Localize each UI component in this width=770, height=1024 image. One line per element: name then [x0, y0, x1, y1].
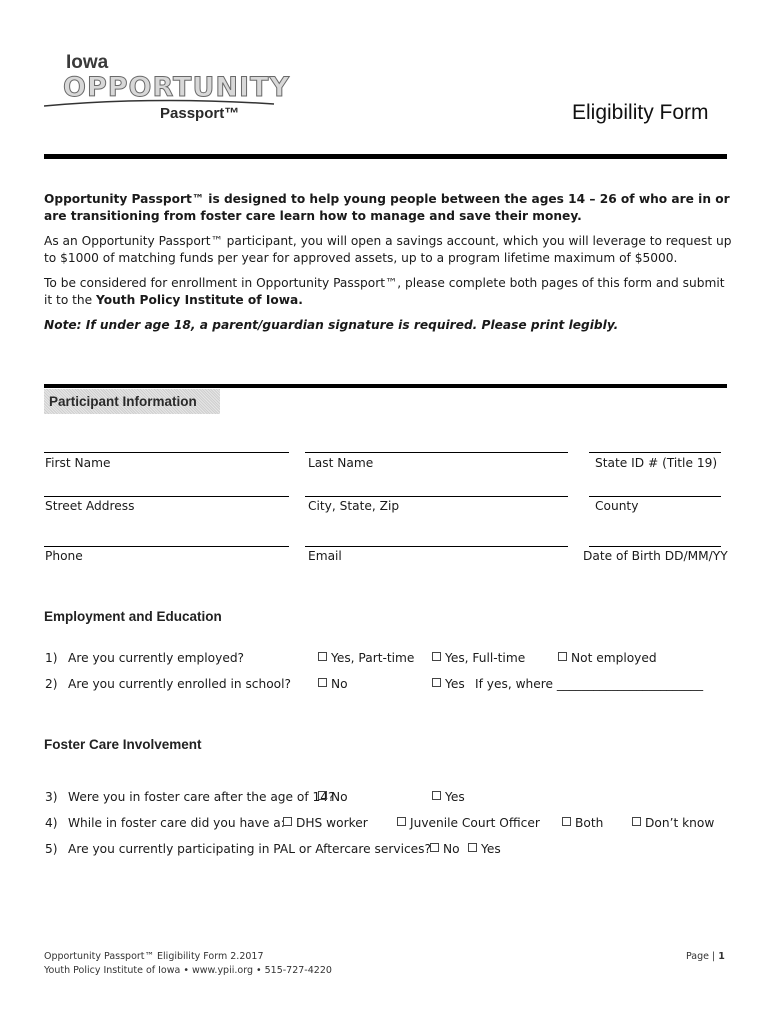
street-address-label: Street Address — [45, 499, 135, 513]
header-divider — [44, 154, 727, 159]
phone-label: Phone — [45, 549, 83, 563]
q3-no-label: No — [331, 790, 348, 804]
q4-dhs-worker-option[interactable] — [283, 816, 368, 830]
intro-paragraph-1: Opportunity Passport™ is designed to help young people between the ages 14 – 26 of who are in or are transitioning from foster care learn how to manage and save their money. — [44, 192, 730, 223]
county-field[interactable] — [589, 496, 721, 497]
q5-no-option[interactable] — [430, 842, 460, 856]
q2-yes-option[interactable] — [432, 677, 465, 691]
checkbox-icon[interactable] — [397, 817, 406, 826]
question-4-text: While in foster care did you have a: — [68, 816, 285, 830]
q5-no-label: No — [443, 842, 460, 856]
q5-yes-label: Yes — [481, 842, 501, 856]
q1-not-employed-label: Not employed — [571, 651, 657, 665]
question-1-number: 1) — [45, 651, 58, 665]
state-id-label: State ID # (Title 19) — [595, 456, 718, 470]
checkbox-icon[interactable] — [318, 678, 327, 687]
city-state-zip-label: City, State, Zip — [308, 499, 400, 513]
logo-opportunity-text: OPPORTUNITY — [63, 72, 291, 103]
question-4-number: 4) — [45, 816, 58, 830]
q2-yes-label: Yes — [445, 677, 465, 691]
checkbox-icon[interactable] — [432, 652, 441, 661]
logo-iowa-text: Iowa — [66, 52, 109, 73]
q1-not-employed-option[interactable] — [558, 651, 657, 665]
email-field[interactable] — [305, 546, 568, 547]
checkbox-icon[interactable] — [432, 678, 441, 687]
date-of-birth-label: Date of Birth DD/MM/YY — [583, 549, 728, 563]
foster-section-title: Foster Care Involvement — [44, 737, 202, 752]
email-label: Email — [308, 549, 342, 563]
q2-no-label: No — [331, 677, 348, 691]
question-3-text: Were you in foster care after the age of 14? — [68, 790, 335, 804]
phone-field[interactable] — [44, 546, 289, 547]
city-state-zip-field[interactable] — [305, 496, 568, 497]
q4-juvenile-court-option[interactable] — [397, 816, 540, 830]
page-number-label: Page | — [686, 951, 719, 962]
intro-paragraph-3-org: Youth Policy Institute of Iowa. — [96, 293, 303, 307]
first-name-label: First Name — [45, 456, 111, 470]
q4-juvenile-court-label: Juvenile Court Officer — [410, 816, 540, 830]
q2-school-where-field[interactable]: If yes, where ________________________ — [475, 677, 704, 691]
q4-dont-know-option[interactable] — [632, 816, 714, 830]
county-label: County — [595, 499, 639, 513]
q4-dont-know-label: Don’t know — [645, 816, 715, 830]
checkbox-icon[interactable] — [432, 791, 441, 800]
intro-paragraph-3 — [44, 275, 734, 309]
question-3-number: 3) — [45, 790, 58, 804]
q3-yes-option[interactable] — [432, 790, 465, 804]
q2-no-option[interactable] — [318, 677, 348, 691]
last-name-label: Last Name — [308, 456, 374, 470]
question-2-text: Are you currently enrolled in school? — [68, 677, 291, 691]
q4-dhs-worker-label: DHS worker — [296, 816, 368, 830]
employment-section-title: Employment and Education — [44, 609, 222, 624]
street-address-field[interactable] — [44, 496, 289, 497]
checkbox-icon[interactable] — [632, 817, 641, 826]
checkbox-icon[interactable] — [558, 652, 567, 661]
q3-yes-label: Yes — [445, 790, 465, 804]
q1-part-time-option[interactable] — [318, 651, 414, 665]
state-id-field[interactable] — [589, 452, 721, 453]
date-of-birth-field[interactable] — [589, 546, 721, 547]
form-title: Eligibility Form — [572, 101, 709, 124]
question-1-text: Are you currently employed? — [68, 651, 245, 665]
intro-paragraph-3-text: To be considered for enrollment in Opportunity Passport™, please complete both pages of this form and submit it to the — [44, 276, 725, 307]
checkbox-icon[interactable] — [318, 652, 327, 661]
q1-part-time-label: Yes, Part-time — [331, 651, 415, 665]
checkbox-icon[interactable] — [562, 817, 571, 826]
section-divider — [44, 384, 727, 388]
checkbox-icon[interactable] — [318, 791, 327, 800]
footer-form-version: Opportunity Passport™ Eligibility Form 2.2017 — [44, 951, 264, 962]
checkbox-icon[interactable] — [430, 843, 439, 852]
q5-yes-option[interactable] — [468, 842, 501, 856]
page-number — [686, 951, 725, 962]
q4-both-option[interactable] — [562, 816, 603, 830]
checkbox-icon[interactable] — [283, 817, 292, 826]
logo-passport-text: Passport™ — [160, 105, 240, 122]
q3-no-option[interactable] — [318, 790, 348, 804]
intro-note: Note: If under age 18, a parent/guardian signature is required. Please print legibly. — [44, 318, 619, 332]
last-name-field[interactable] — [305, 452, 568, 453]
q1-full-time-label: Yes, Full-time — [445, 651, 526, 665]
page-number-value: 1 — [718, 951, 725, 962]
first-name-field[interactable] — [44, 452, 289, 453]
q4-both-label: Both — [575, 816, 604, 830]
question-5-text: Are you currently participating in PAL or Aftercare services? — [68, 842, 431, 856]
intro-paragraph-2: As an Opportunity Passport™ participant, you will open a savings account, which you will leverage to request up to $1000 of matching funds per year for approved assets, up to a program lifetime maximum of $5000. — [44, 234, 732, 265]
question-5-number: 5) — [45, 842, 58, 856]
participant-section-title: Participant Information — [49, 394, 197, 409]
q1-full-time-option[interactable] — [432, 651, 525, 665]
checkbox-icon[interactable] — [468, 843, 477, 852]
question-2-number: 2) — [45, 677, 58, 691]
footer-contact: Youth Policy Institute of Iowa • www.ypii.org • 515-727-4220 — [44, 965, 332, 976]
